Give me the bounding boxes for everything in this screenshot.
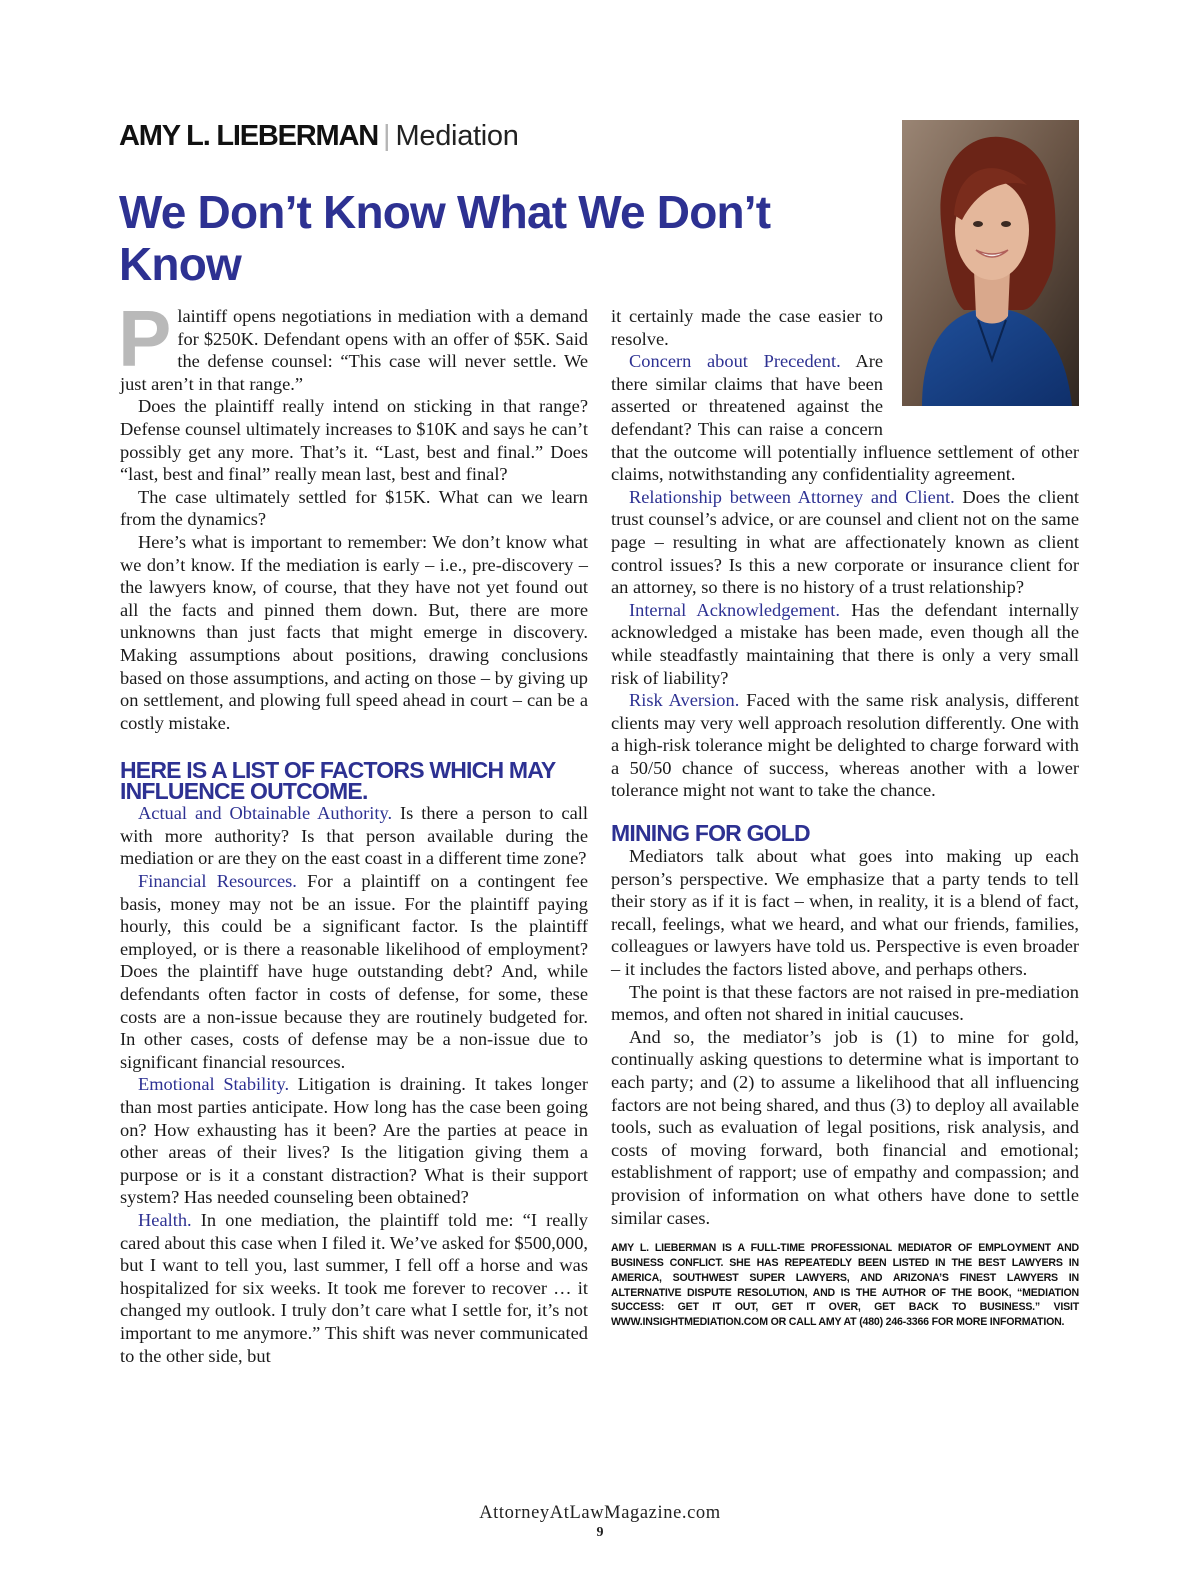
body-paragraph: Does the plaintiff really intend on sticking in that range? Defense counsel ultimately increases to $10K and says he can’t possibly get any more. That’s it. “Last, best and final.” Does “last, best and final” really mean last, best and final?	[120, 396, 588, 485]
factor-paragraph	[611, 486, 1079, 599]
factor-paragraph	[120, 802, 588, 870]
factor-text: Faced with the same risk analysis, different clients may very well approach resolution differently. One with a high-risk tolerance might be delighted to charge forward with a 50/50 chance of success, whereas another with a lower tolerance might not want to take the chance.	[611, 690, 1080, 801]
factor-lead: Concern about Precedent.	[629, 351, 841, 372]
factor-paragraph	[120, 1073, 588, 1209]
body-paragraph: Here’s what is important to remember: We don’t know what we don’t know. If the mediation is early – i.e., pre-discovery – the lawyers know, of course, that they have not yet found out all the facts and pinned them down. But, there are more unknowns than just facts that might emerge in discovery. Making assumptions about positions, drawing conclusions based on those assumptions, and acting on those – by giving up on settlement, and plowing full speed ahead in court – can be a costly mistake.	[120, 531, 588, 733]
body-paragraph: Mediators talk about what goes into making up each person’s perspective. We emphasize that a party tends to tell their story as if it is fact – when, in reality, it is a blend of fact, recall, feelings, what we heard, and what our friends, families, colleagues or lawyers have told us. Perspective is even broader – it includes the factors listed above, and perhaps others.	[611, 846, 1079, 980]
factor-lead: Financial Resources.	[138, 871, 297, 892]
factor-paragraph	[611, 689, 1079, 802]
drop-cap: P	[118, 294, 172, 383]
factor-lead: Risk Aversion.	[629, 690, 740, 711]
page-footer	[0, 1502, 1200, 1542]
body-paragraph: The case ultimately settled for $15K. What can we learn from the dynamics?	[120, 486, 588, 530]
factor-lead: Actual and Obtainable Authority.	[138, 803, 393, 824]
magazine-website: AttorneyAtLawMagazine.com	[479, 1503, 721, 1523]
factor-paragraph	[611, 350, 1079, 486]
factor-paragraph	[120, 1209, 588, 1367]
factor-text: Are there similar claims that have been asserted or threatened against the defendant? This can raise a concern that the outcome will potentially influence settlement of other claims, notwithstanding any confidentiality agreement.	[611, 351, 1079, 485]
factor-text: Is there a person to call with more authority? Is that person available during the mediation or are they on the east coast in a different time zone?	[120, 803, 588, 869]
factor-lead: Emotional Stability.	[138, 1074, 290, 1095]
mining-heading: MINING FOR GOLD	[611, 820, 810, 847]
factor-text: For a plaintiff on a contingent fee basis, money may not be an issue. For the plaintiff paying hourly, this could be a significant factor. Is the plaintiff employed, or is there a reasonable likelihood of employment? Does the plaintiff have huge outstanding debt? And, while defendants often factor in costs of defense, for some, these costs are a non-issue because they are routinely budgeted for. In other cases, costs of defense may be a non-issue due to significant financial resources.	[120, 871, 589, 1072]
factor-lead: Relationship between Attorney and Client.	[629, 486, 955, 507]
author-name: AMY L. LIEBERMAN	[119, 120, 378, 152]
factor-lead: Internal Acknowledgement.	[629, 599, 840, 620]
article-header	[119, 116, 519, 156]
factor-text: Does the client trust counsel’s advice, or are counsel and client not on the same page – resulting in what are affectionately known as client control issues? Is this a new corporate or insurance client for an attorney, so there is no history of a trust relationship?	[611, 486, 1080, 598]
author-bio: AMY L. LIEBERMAN IS A FULL-TIME PROFESSIONAL MEDIATOR OF EMPLOYMENT AND BUSINESS CONFLICT. SHE HAS REPEATEDLY BEEN LISTED IN THE BEST LAWYERS IN AMERICA, SOUTHWEST SUPER LAWYERS, AND ARIZONA’S FINEST LAWYERS IN ALTERNATIVE DISPUTE RESOLUTION, AND IS THE AUTHOR OF THE BOOK, “MEDIATION SUCCESS: GET IT OUT, GET IT OVER, GET BACK TO BUSINESS.” VISIT WWW.INSIGHTMEDIATION.COM OR CALL AMY AT (480) 246-3366 FOR MORE INFORMATION.	[611, 1242, 1079, 1329]
intro-paragraph	[118, 294, 588, 395]
factor-lead: Health.	[138, 1209, 192, 1230]
factor-paragraph	[611, 599, 1079, 689]
article-title: We Don’t Know What We Don’t Know	[119, 186, 771, 290]
body-paragraph: The point is that these factors are not raised in pre-mediation memos, and often not shared in initial caucuses.	[611, 981, 1079, 1025]
factor-text: In one mediation, the plaintiff told me: “I really cared about this case when I filed it. We’ve asked for $500,000, but I want to tell you, last summer, I fell off a horse and was hospitalized for six weeks. It took me forever to recover … it changed my outlook. I truly don’t care what I settle for, it’s not important to me anymore.” This shift was never communicated to the other side, but	[120, 1209, 589, 1366]
section-name: Mediation	[395, 120, 519, 152]
continued-paragraph: it certainly made the case easier to resolve.	[611, 306, 883, 349]
factor-paragraph	[120, 870, 588, 1073]
page-number: 9	[596, 1525, 604, 1540]
factors-heading: HERE IS A LIST OF FACTORS WHICH MAY INFLUENCE OUTCOME.	[120, 757, 556, 805]
body-paragraph: And so, the mediator’s job is (1) to mine for gold, continually asking questions to determine what is important to each party; and (2) to assume a likelihood that all influencing factors are not being shared, and thus (3) to deploy all available tools, such as evaluation of legal positions, risk analysis, and costs of moving forward, both financial and emotional; establishment of rapport; use of empathy and compassion; and provision of information on what others have done to settle similar cases.	[611, 1026, 1079, 1228]
factor-text: Litigation is draining. It takes longer than most parties anticipate. How long has the case been going on? How exhausting has it been? Are the parties at peace in other areas of their lives? Is the litigation giving them a purpose or is it a constant distraction? What is their support system? Has needed counseling been obtained?	[120, 1074, 588, 1208]
right-column	[611, 305, 1079, 1330]
intro-text: laintiff opens negotiations in mediation with a demand for $250K. Defendant opens with an offer of $5K. Said the defense counsel: “This case will never settle. We just aren’t in that range.”	[120, 306, 588, 394]
left-column	[118, 294, 589, 1367]
factor-text: Has the defendant internally acknowledged a mistake has been made, even though all the while steadfastly maintaining that there is only a very small risk of liability?	[611, 599, 1079, 688]
photo-wrap-spacer	[883, 350, 1079, 440]
header-separator: |	[383, 120, 391, 152]
